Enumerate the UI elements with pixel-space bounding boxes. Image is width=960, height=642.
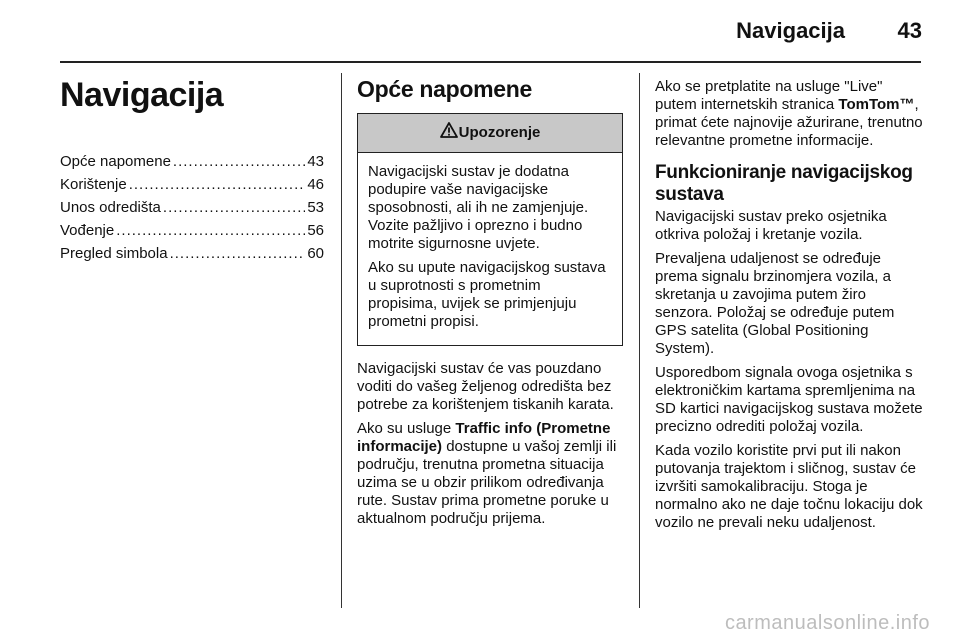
running-header-title: Navigacija: [736, 18, 845, 43]
toc-leader: [116, 220, 305, 242]
body-paragraph: Ako se pretplatite na usluge "Live" putem internetskih stranica TomTom™, primat ćete najnovije ažurirane, trenutno relevantne prometne informacije.: [655, 78, 923, 149]
tomtom-term: TomTom™: [838, 96, 915, 113]
warning-paragraph: Ako su upute navigacijskog sustava u suprotnosti s prometnim propisima, uvijek se primjenjuju prometni propisi.: [368, 259, 606, 330]
page-number: 43: [897, 18, 922, 43]
body-paragraph: Usporedbom signala ovoga osjetnika s elektroničkim kartama spremljenima na SD kartici navigacijskog sustava možete precizno odrediti položaj vozila.: [655, 364, 923, 435]
toc-leader: [173, 151, 305, 173]
toc-leader: [163, 197, 305, 219]
warning-title: Upozorenje: [458, 124, 541, 141]
toc-label: Vođenje: [60, 222, 115, 239]
toc-label: Korištenje: [60, 176, 127, 193]
toc-entry[interactable]: [60, 220, 324, 242]
section-title: Opće napomene: [357, 76, 533, 102]
toc-leader: [129, 174, 306, 196]
warning-triangle-icon: [440, 122, 458, 138]
body-paragraph: Navigacijski sustav preko osjetnika otkriva položaj i kretanje vozila.: [655, 208, 887, 243]
chapter-column: [60, 76, 324, 266]
watermark-text: carmanualsonline.info: [724, 612, 930, 634]
toc-page: 46: [307, 176, 324, 193]
toc-label: Opće napomene: [60, 153, 171, 170]
warning-box: [357, 113, 623, 346]
toc-leader: [170, 243, 306, 265]
column-divider-1: [341, 73, 342, 608]
chapter-title: Navigacija: [60, 76, 224, 114]
toc-page: 56: [307, 222, 324, 239]
warning-header: [358, 114, 622, 153]
traffic-info-term: Traffic info (Prometne informacije): [357, 420, 611, 455]
subsection-title: Funkcioniranje navigacijskog sustava: [655, 162, 913, 205]
toc-page: 53: [307, 199, 324, 216]
toc-entry[interactable]: [60, 243, 324, 265]
toc-page: 43: [307, 153, 324, 170]
table-of-contents: [60, 151, 324, 265]
warning-paragraph: Navigacijski sustav je dodatna podupire vaše navigacijske sposobnosti, ali ih ne zamjenjuje. Vozite pažljivo i oprezno i budno motrite sigurnosne uvjete.: [368, 163, 589, 252]
column-divider-2: [639, 73, 640, 608]
body-paragraph: Kada vozilo koristite prvi put ili nakon putovanja trajektom i sličnog, sustav će izvršiti samokalibraciju. Stoga je normalno ako ne daje točnu lokaciju dok vozilo ne prevali neku udaljenost.: [655, 442, 923, 531]
toc-entry[interactable]: [60, 197, 324, 219]
toc-entry[interactable]: [60, 151, 324, 173]
body-paragraph: Prevaljena udaljenost se određuje prema signalu brzinomjera vozila, a skretanja u zavojima putem žiro senzora. Položaj se određuje putem GPS satelita (Global Positioning System).: [655, 250, 895, 357]
body-paragraph: Ako su usluge Traffic info (Prometne informacije) dostupne u vašoj zemlji ili području, trenutna prometna situacija uzima se u obzir prilikom određivanja rute. Sustav prima prometne poruke u aktualnom području prijema.: [357, 420, 617, 527]
toc-entry[interactable]: [60, 174, 324, 196]
toc-label: Unos odredišta: [60, 199, 161, 216]
toc-page: 60: [307, 245, 324, 262]
toc-label: Pregled simbola: [60, 245, 168, 262]
section-column: [357, 76, 623, 534]
warning-body: [358, 153, 622, 345]
body-paragraph: Navigacijski sustav će vas pouzdano voditi do vašeg željenog odredišta bez potrebe za korištenjem tiskanih karata.: [357, 360, 614, 413]
right-column: [655, 76, 923, 538]
header-divider: [60, 61, 921, 63]
